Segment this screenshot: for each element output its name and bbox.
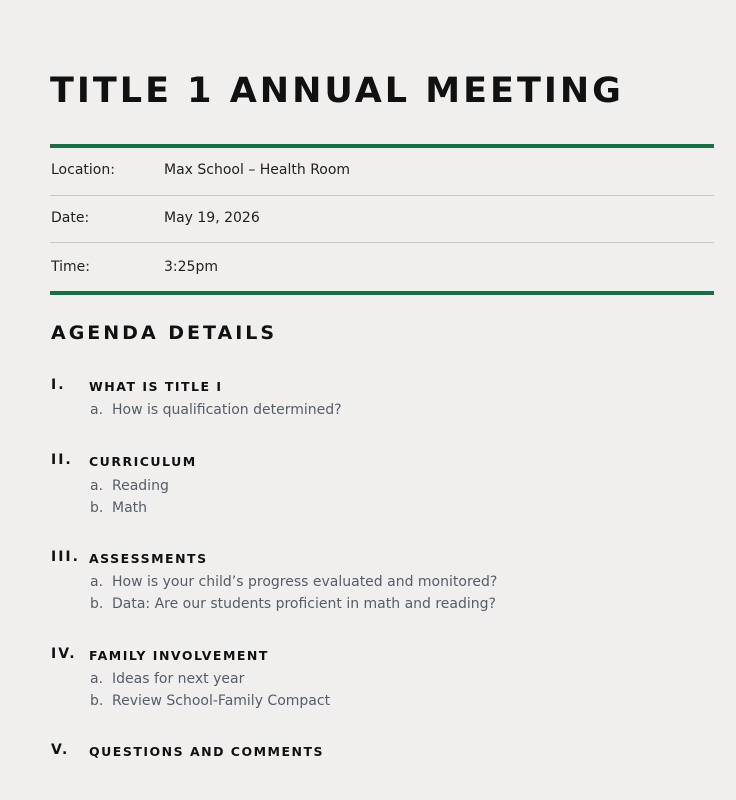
- agenda-heading: AGENDA DETAILS: [51, 322, 278, 344]
- section-numeral: II.: [51, 452, 73, 468]
- section-title: ASSESSMENTS: [89, 551, 208, 566]
- row-divider: [50, 195, 714, 196]
- section-title: CURRICULUM: [89, 454, 197, 469]
- item-text: How is qualification determined?: [112, 402, 342, 418]
- section-title: FAMILY INVOLVEMENT: [89, 648, 269, 663]
- list-item: [90, 574, 497, 590]
- item-letter: a.: [90, 402, 104, 418]
- item-text: Math: [112, 500, 148, 516]
- item-letter: a.: [90, 671, 104, 687]
- list-item: [90, 596, 496, 612]
- item-letter: a.: [90, 478, 104, 494]
- top-divider: [50, 144, 714, 148]
- item-text: Reading: [112, 478, 169, 494]
- section-numeral: I.: [51, 377, 66, 393]
- section-numeral: III.: [51, 549, 80, 565]
- item-text: Data: Are our students proficient in math and reading?: [112, 596, 496, 612]
- list-item: [90, 671, 244, 687]
- item-letter: a.: [90, 574, 104, 590]
- row-divider: [50, 242, 714, 243]
- date-label: Date:: [51, 210, 90, 226]
- time-label: Time:: [51, 259, 90, 275]
- item-letter: b.: [90, 693, 104, 709]
- section-numeral: V.: [51, 742, 70, 758]
- info-row-time: [50, 259, 714, 283]
- section-title: QUESTIONS AND COMMENTS: [89, 744, 325, 759]
- info-row-location: [50, 162, 714, 186]
- section-title: WHAT IS TITLE I: [89, 379, 223, 394]
- location-label: Location:: [51, 162, 115, 178]
- date-value: May 19, 2026: [164, 210, 260, 226]
- bottom-divider: [50, 291, 714, 295]
- info-row-date: [50, 210, 714, 234]
- section-numeral: IV.: [51, 646, 77, 662]
- item-text: Ideas for next year: [112, 671, 245, 687]
- list-item: [90, 693, 330, 709]
- time-value: 3:25pm: [164, 259, 218, 275]
- page-title: TITLE 1 ANNUAL MEETING: [50, 71, 624, 111]
- list-item: [90, 500, 147, 516]
- item-text: Review School-Family Compact: [112, 693, 331, 709]
- list-item: [90, 478, 169, 494]
- list-item: [90, 402, 342, 418]
- item-letter: b.: [90, 500, 104, 516]
- location-value: Max School – Health Room: [164, 162, 351, 178]
- item-letter: b.: [90, 596, 104, 612]
- item-text: How is your child’s progress evaluated and monitored?: [112, 574, 498, 590]
